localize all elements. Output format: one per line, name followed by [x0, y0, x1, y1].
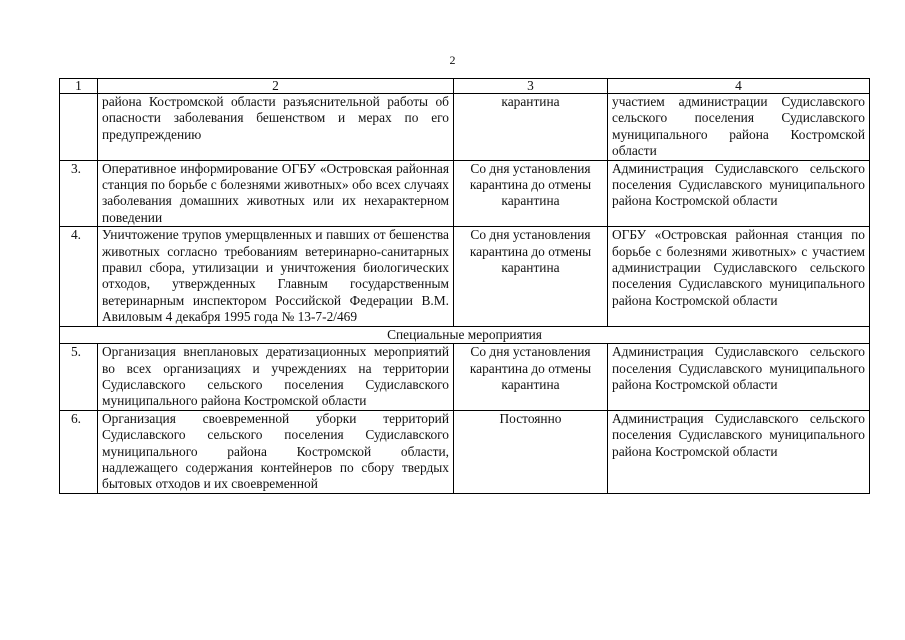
measure-cell: Уничтожение трупов умерщвленных и павших от бешенства животных согласно требованиям ветеринарно-санитарных правил сбора, утилизации и уничтожения биологических отходов, утвержденных Главным государственным ветеринарным инспектором Российской Федерации В.М. Авиловым 4 декабря 1995 года № 13-7-2/469: [98, 227, 454, 326]
table-header-row: [60, 79, 870, 94]
header-cell-1: 1: [60, 79, 98, 94]
header-cell-3: 3: [454, 79, 608, 94]
table-row: [60, 94, 870, 161]
row-number: 4.: [60, 227, 98, 326]
responsible-cell: ОГБУ «Островская районная станция по борьбе с болезнями животных» с участием администрации Судиславского сельского поселения Судиславского муниципального района Костромской области: [608, 227, 870, 326]
measure-cell: Организация внеплановых дератизационных мероприятий во всех организациях и учреждениях на территории Судиславского сельского поселения Судиславского муниципального района Костромской области: [98, 344, 454, 411]
responsible-cell: Администрация Судиславского сельского поселения Судиславского муниципального района Костромской области: [608, 160, 870, 227]
header-cell-4: 4: [608, 79, 870, 94]
measure-cell: района Костромской области разъяснительной работы об опасности заболевания бешенством и мерах по его предупреждению: [98, 94, 454, 161]
section-row: [60, 326, 870, 343]
responsible-cell: участием администрации Судиславского сельского поселения Судиславского муниципального района Костромской области: [608, 94, 870, 161]
row-number: 3.: [60, 160, 98, 227]
section-title: Специальные мероприятия: [60, 326, 870, 343]
row-number: 6.: [60, 410, 98, 493]
table-row: [60, 160, 870, 227]
measure-cell: Оперативное информирование ОГБУ «Островская районная станция по борьбе с болезнями животных» обо всех случаях заболевания домашних животных или их нехарактерном поведении: [98, 160, 454, 227]
term-cell: Со дня установления карантина до отмены карантина: [454, 227, 608, 326]
measure-cell: Организация своевременной уборки территорий Судиславского сельского поселения Судиславского муниципального района Костромской области, надлежащего содержания контейнеров по сбору твердых бытовых отходов и их своевременной: [98, 410, 454, 493]
term-cell: Постоянно: [454, 410, 608, 493]
header-cell-2: 2: [98, 79, 454, 94]
table-row: [60, 410, 870, 493]
term-cell: карантина: [454, 94, 608, 161]
responsible-cell: Администрация Судиславского сельского поселения Судиславского муниципального района Костромской области: [608, 410, 870, 493]
responsible-cell: Администрация Судиславского сельского поселения Судиславского муниципального района Костромской области: [608, 344, 870, 411]
row-number: [60, 94, 98, 161]
table-row: [60, 344, 870, 411]
measures-table: [59, 78, 870, 494]
term-cell: Со дня установления карантина до отмены карантина: [454, 344, 608, 411]
table-row: [60, 227, 870, 326]
page-number: 2: [449, 53, 456, 67]
row-number: 5.: [60, 344, 98, 411]
term-cell: Со дня установления карантина до отмены карантина: [454, 160, 608, 227]
